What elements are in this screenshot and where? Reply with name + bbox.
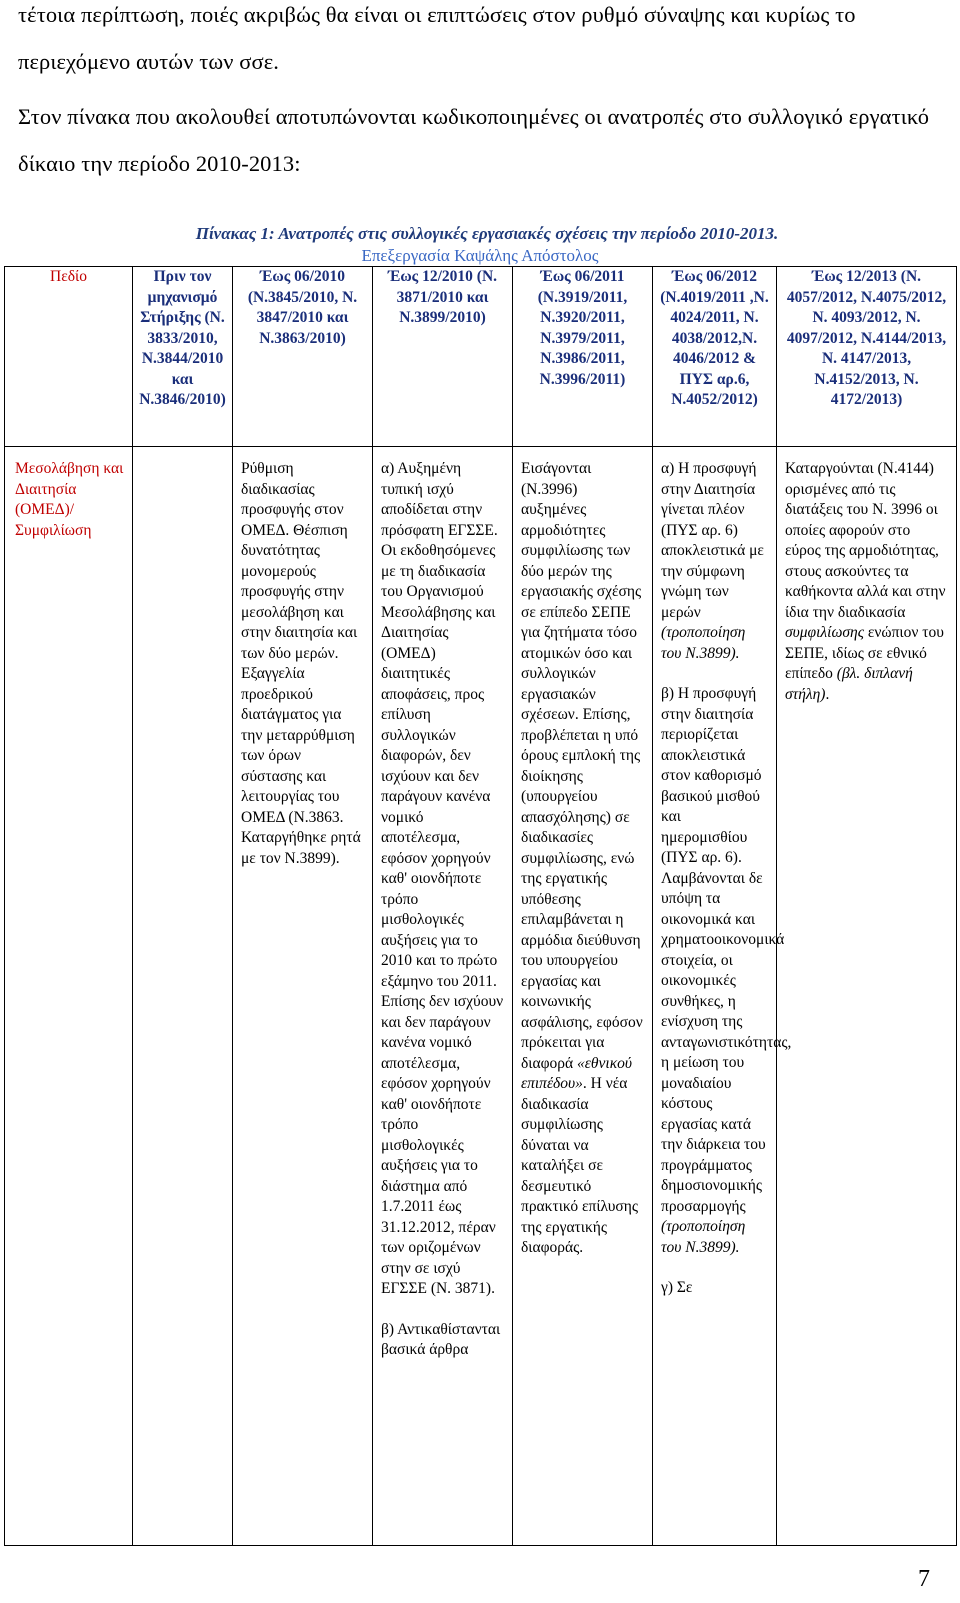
cell-2013-12-emphasis-2: (βλ. διπλανή στήλη) [785, 665, 913, 703]
cell-2010-12-a: α) Αυξημένη τυπική ισχύ αποδίδεται στην πρόσφατη ΕΓΣΣΕ. Οι εκδοθησόμενες με τη διαδικασία του Οργανισμού Μεσολάβησης και Διαιτησίας (ΟΜΕΔ) διαιτητικές αποφάσεις, προς επίλυση συλλογικών διαφορών, δεν ισχύουν και δεν παράγουν κανένα νομικό αποτέλεσμα, εφόσον χορηγούν καθ' οιονδήποτε τρόπο μισθολογικές αυξήσεις για το 2010 και το πρώτο εξάμηνο του 2011. Επίσης δεν ισχύουν και δεν παράγουν κανένα νομικό αποτέλεσμα, εφόσον χορηγούν καθ' οιονδήποτε τρόπο μισθολογικές αυξήσεις για το διάστημα από 1.7.2011 έως 31.12.2012, πέραν των οριζομένων στην σε ισχύ ΕΓΣΣΕ (Ν. 3871). [381, 460, 504, 1297]
cell-2012-06-c: γ) Σε [661, 1279, 693, 1296]
cell-2012-06-b [661, 684, 792, 1258]
cell-before [133, 447, 233, 1546]
cell-2010-06: Ρύθμιση διαδικασίας προσφυγής στον ΟΜΕΔ. Θέσπιση δυνατότητας μονομερούς προσφυγής στην μεσολάβηση και στην διαιτησία και των δύο μερών. Εξαγγελία προεδρικού διατάγματος για την μεταρρύθμιση των όρων σύστασης και λειτουργίας του ΟΜΕΔ (Ν.3863. Καταργήθηκε ρητά με τον Ν.3899). [233, 447, 373, 1546]
table-title: Πίνακας 1: Ανατροπές στις συλλογικές εργασιακές σχέσεις την περίοδο 2010-2013. [195, 224, 779, 243]
table-caption [0, 223, 960, 267]
cell-2012-06-a [661, 459, 768, 664]
header-before: Πριν τον μηχανισμό Στήριξης (Ν. 3833/2010, Ν.3844/2010 και Ν.3846/2010) [133, 267, 233, 447]
header-2011-06: Έως 06/2011 (Ν.3919/2011, Ν.3920/2011, Ν.3979/2011, Ν.3986/2011, Ν.3996/2011) [513, 267, 653, 447]
cell-2013-12-part-a: Καταργούνται (Ν.4144) ορισμένες από τις διατάξεις του Ν. 3996 οι οποίες αφορούν στο εύρος της αρμοδιότητας, στους ασκούντες τα καθήκοντα αλλά και στην ίδια την διαδικασία [785, 460, 946, 621]
cell-2013-12 [777, 447, 957, 1546]
cell-2011-06-emphasis: «εθνικού επιπέδου» [521, 1054, 632, 1092]
cell-2012-06-a-emphasis: (τροποποίηση του Ν.3899). [661, 624, 746, 662]
header-2013-12: Έως 12/2013 (Ν. 4057/2012, Ν.4075/2012, Ν. 4093/2012, Ν. 4097/2012, Ν.4144/2013, Ν. 4147/2013, Ν.4152/2013, Ν. 4172/2013) [777, 267, 957, 447]
cell-2011-06-text [521, 459, 644, 1259]
cell-2013-12-text [785, 459, 948, 705]
cell-2011-06-part-b: . Η νέα διαδικασία συμφιλίωσης δύναται να καταλήξει σε δεσμευτικό πρακτικό επίλυσης της εργατικής διαφοράς. [521, 1075, 638, 1256]
header-2010-06: Έως 06/2010 (Ν.3845/2010, Ν. 3847/2010 και Ν.3863/2010) [233, 267, 373, 447]
cell-2011-06 [513, 447, 653, 1546]
cell-2013-12-part-b: ενώπιον του ΣΕΠΕ, ιδίως σε εθνικό επίπεδο [785, 624, 944, 682]
table-author: Επεξεργασία Καψάλης Απόστολος [361, 246, 599, 265]
cell-2013-12-part-c: . [825, 685, 830, 703]
cell-2010-12 [373, 447, 513, 1546]
intro-text [18, 0, 944, 187]
header-row [5, 267, 957, 447]
cell-2013-12-emphasis-1: συμφιλίωσης [785, 624, 865, 641]
cell-2010-12-b: β) Αντικαθίστανται βασικά άρθρα [381, 1320, 501, 1358]
reforms-table [4, 266, 957, 1546]
cell-2012-06 [653, 447, 792, 1546]
header-2010-12: Έως 12/2010 (Ν. 3871/2010 και Ν.3899/2010) [373, 267, 513, 447]
cell-2012-06-a-text: α) Η προσφυγή στην Διαιτησία γίνεται πλέον (ΠΥΣ αρ. 6) αποκλειστικά με την σύμφωνη γνώμη των μερών [661, 460, 764, 621]
cell-field: Μεσολάβηση και Διαιτησία (ΟΜΕΔ)/ Συμφιλίωση [5, 447, 133, 1546]
page-number: 7 [918, 1566, 930, 1592]
cell-2012-06-b-text: β) Η προσφυγή στην διαιτησία περιορίζεται αποκλειστικά στον καθορισμό βασικού μισθού και ημερομισθίου (ΠΥΣ αρ. 6). Λαμβάνονται δε υπόψη τα οικονομικά και χρηματοοικονομικά στοιχεία, οι οικονομικές συνθήκες, η ενίσχυση της ανταγωνιστικότητας, η μείωση του μοναδιαίου κόστους εργασίας κατά την διάρκεια του προγράμματος δημοσιονομικής προσαρμογής [661, 685, 792, 1215]
cell-2011-06-part-a: Εισάγονται (Ν.3996) αυξημένες αρμοδιότητες συμφιλίωσης των δύο μερών της εργασιακής σχέσης σε επίπεδο ΣΕΠΕ για ζητήματα τόσο ατομικών όσο και συλλογικών εργασιακών σχέσεων. Επίσης, προβλέπεται η υπό όρους εμπλοκή της διοίκησης (υπουργείου απασχόλησης) σε διαδικασίες συμφιλίωσης, ενώ της εργατικής υπόθεσης επιλαμβάνεται η αρμόδια διεύθυνση του υπουργείου εργασίας και κοινωνικής ασφάλισης, εφόσον πρόκειται για διαφορά [521, 460, 643, 1072]
table-row [5, 447, 957, 1546]
header-field: Πεδίο [5, 267, 133, 447]
header-2012-06: Έως 06/2012 (Ν.4019/2011 ,Ν. 4024/2011, Ν. 4038/2012,Ν. 4046/2012 & ΠΥΣ αρ.6, Ν.4052/2012) [653, 267, 777, 447]
cell-2012-06-b-emphasis: (τροποποίηση του Ν.3899). [661, 1218, 746, 1256]
intro-paragraph-1: τέτοια περίπτωση, ποιές ακριβώς θα είναι οι επιπτώσεις στον ρυθμό σύναψης και κυρίως το περιεχόμενο αυτών των σσε. [18, 2, 856, 74]
intro-paragraph-2: Στον πίνακα που ακολουθεί αποτυπώνονται κωδικοποιημένες οι ανατροπές στο συλλογικό εργατικό δίκαιο την περίοδο 2010-2013: [18, 104, 930, 176]
